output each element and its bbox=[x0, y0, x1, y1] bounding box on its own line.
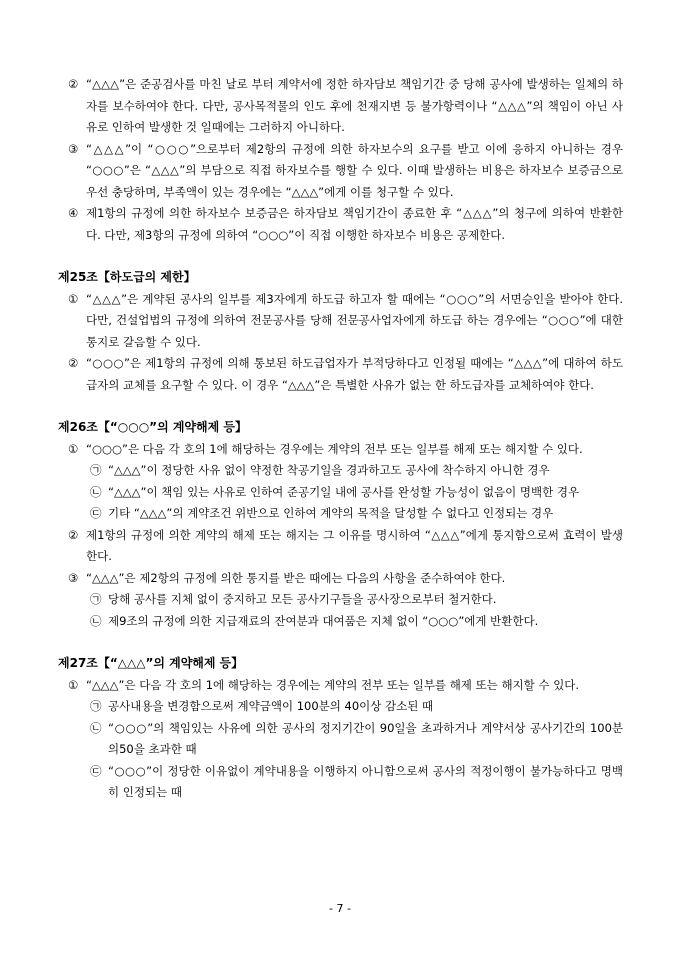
item-text: “△△△”이 책임 있는 사유로 인하여 준공기일 내에 공사를 완성할 가능성이 없음이 명백한 경우 bbox=[108, 484, 580, 499]
item-marker: ㉠ bbox=[90, 699, 102, 713]
paragraph-number: ② bbox=[68, 527, 79, 542]
item-marker: ㉢ bbox=[90, 763, 102, 778]
art24-paragraph-4 bbox=[68, 203, 623, 246]
art26-paragraph-1 bbox=[68, 439, 623, 461]
paragraph-text: 제1항의 규정에 의한 하자보수 보증금은 하자담보 책임기간이 종료한 후 “△△△”의 청구에 의하여 반환한다. 다만, 제3항의 규정에 의하여 “○○○”이 직접 이행한 하자보수 비용은 공제한다. bbox=[86, 206, 623, 242]
paragraph-number: ③ bbox=[68, 570, 79, 585]
article-27-title: 제27조【“△△△”의 계약해제 등】 bbox=[58, 656, 244, 670]
paragraph-number: ④ bbox=[68, 206, 79, 220]
item-marker: ㉠ bbox=[90, 592, 102, 606]
paragraph-text: “○○○”은 제1항의 규정에 의해 통보된 하도급업자가 부적당하다고 인정될 때에는 “△△△”에 대하여 하도급자의 교체를 요구할 수 있다. 이 경우 “△△△”은 특별한 사유가 없는 한 하도급자를 교체하여야 한다. bbox=[86, 356, 623, 392]
item-text: “△△△”이 정당한 사유 없이 약정한 착공기일을 경과하고도 공사에 착수하지 아니한 경우 bbox=[108, 463, 550, 477]
paragraph-text: 제1항의 규정에 의한 계약의 해제 또는 해지는 그 이유를 명시하여 “△△△”에게 통지함으로써 효력이 발생한다. bbox=[86, 527, 623, 563]
item-marker: ㉡ bbox=[90, 613, 102, 628]
art25-paragraph-2 bbox=[68, 353, 623, 396]
art27-p1-item-3 bbox=[90, 761, 623, 804]
item-text: 제9조의 규정에 의한 지급재료의 잔여분과 대여품은 지체 없이 “○○○”에게 반환한다. bbox=[108, 613, 539, 628]
paragraph-text: “△△△”은 준공검사를 마친 날로 부터 계약서에 정한 하자담보 책임기간 중 당해 공사에 발생하는 일체의 하자를 보수하여야 한다. 다만, 공사목적물의 인도 후에 천재지변 등 불가항력이나 “△△△”의 책임이 아닌 사유로 인하여 발생한 것 일때에는 그러하지 아니하다. bbox=[86, 77, 623, 134]
item-marker: ㉡ bbox=[90, 484, 102, 499]
art26-p3-item-2 bbox=[90, 611, 623, 633]
article-26-title: 제26조【“○○○”의 계약해제 등】 bbox=[58, 420, 247, 434]
art26-p1-item-2 bbox=[90, 482, 623, 504]
art24-paragraph-2 bbox=[68, 74, 623, 139]
art26-p1-item-1 bbox=[90, 460, 623, 482]
art26-paragraph-2 bbox=[68, 525, 623, 568]
art25-paragraph-1 bbox=[68, 289, 623, 354]
article-25-title: 제25조【하도급의 제한】 bbox=[58, 270, 196, 284]
item-text: 기타 “△△△”의 계약조건 위반으로 인하여 계약의 목적을 달성할 수 없다고 인정되는 경우 bbox=[108, 506, 554, 520]
art26-p3-item-1 bbox=[90, 589, 623, 611]
paragraph-number: ② bbox=[68, 77, 79, 91]
paragraph-text: “△△△”은 제2항의 규정에 의한 통지를 받은 때에는 다음의 사항을 준수하여야 한다. bbox=[86, 570, 506, 585]
item-text: “○○○”이 정당한 이유없이 계약내용을 이행하지 아니함으로써 공사의 적정이행이 불가능하다고 명백히 인정되는 때 bbox=[108, 763, 623, 799]
paragraph-number: ① bbox=[68, 291, 79, 306]
page-number: - 7 - bbox=[329, 902, 351, 915]
paragraph-text: “△△△”은 계약된 공사의 일부를 제3자에게 하도급 하고자 할 때에는 “○○○”의 서면승인을 받아야 한다. 다만, 건설업법의 규정에 의하여 전문공사를 당해 전문공사업자에게 하도급 하는 경우에는 “○○○”에 대한 통지로 갈음할 수 있다. bbox=[86, 291, 623, 349]
item-marker: ㉠ bbox=[90, 463, 102, 477]
art26-paragraph-3 bbox=[68, 568, 623, 590]
art27-p1-item-2 bbox=[90, 718, 623, 761]
paragraph-number: ① bbox=[68, 441, 79, 456]
art26-p1-item-3 bbox=[90, 503, 623, 525]
paragraph-number: ① bbox=[68, 677, 79, 692]
art24-paragraph-3 bbox=[68, 139, 623, 204]
item-marker: ㉡ bbox=[90, 720, 102, 735]
item-text: 당해 공사를 지체 없이 중지하고 모든 공사기구들을 공사장으로부터 철거한다. bbox=[108, 592, 497, 606]
paragraph-text: “△△△”이 “○○○”으로부터 제2항의 규정에 의한 하자보수의 요구를 받고 이에 응하지 아니하는 경우 “○○○”은 “△△△”의 부담으로 직접 하자보수를 행할 수 있다. 이때 발생하는 비용은 하자보수 보증금으로 우선 충당하며, 부족액이 있는 경우에는 “△△△”에게 이를 청구할 수 있다. bbox=[86, 141, 623, 199]
art27-p1-item-1 bbox=[90, 696, 623, 718]
art27-paragraph-1 bbox=[68, 675, 623, 697]
item-text: “○○○”의 책임있는 사유에 의한 공사의 정지기간이 90일을 초과하거나 계약서상 공사기간의 100분의50을 초과한 때 bbox=[108, 720, 623, 756]
paragraph-text: “△△△”은 다음 각 호의 1에 해당하는 경우에는 계약의 전부 또는 일부를 해제 또는 해지할 수 있다. bbox=[86, 677, 580, 692]
paragraph-number: ③ bbox=[68, 141, 79, 156]
paragraph-text: “○○○”은 다음 각 호의 1에 해당하는 경우에는 계약의 전부 또는 일부를 해제 또는 해지할 수 있다. bbox=[86, 441, 583, 456]
item-marker: ㉢ bbox=[90, 506, 102, 520]
paragraph-number: ② bbox=[68, 356, 79, 370]
item-text: 공사내용을 변경함으로써 계약금액이 100분의 40이상 감소된 때 bbox=[108, 699, 434, 713]
